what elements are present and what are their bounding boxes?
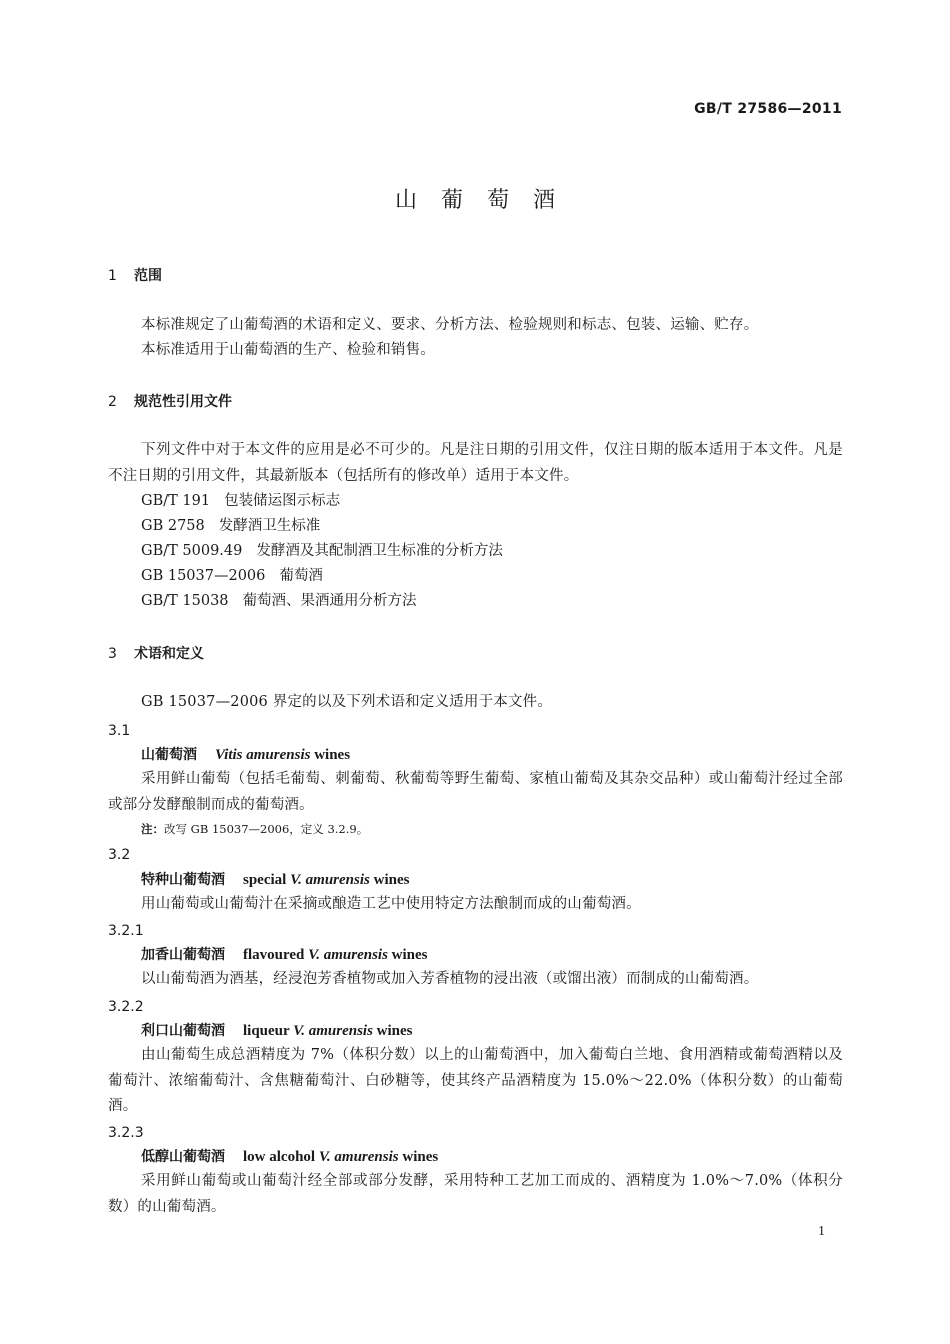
term-definition: 以山葡萄酒为酒基，经浸泡芳香植物或加入芳香植物的浸出液（或馏出液）而制成的山葡萄酒。 bbox=[141, 971, 759, 987]
clause-number: 3.2.2 bbox=[108, 999, 144, 1015]
term-definition: 用山葡萄或山葡萄汁在采摘或酿造工艺中使用特定方法酿制而成的山葡萄酒。 bbox=[141, 896, 641, 912]
page-number: 1 bbox=[818, 1224, 825, 1239]
term-definition: 由山葡萄生成总酒精度为 7%（体积分数）以上的山葡萄酒中，加入葡萄白兰地、食用酒精或葡萄酒精以及葡萄汁、浓缩葡萄汁、含焦糖葡萄汁、白砂糖等，使其终产品酒精度为 15.0%～22.0%（体积分数）的山葡萄酒。 bbox=[108, 1047, 843, 1114]
term-chinese: 山葡萄酒 bbox=[141, 747, 197, 763]
term-definition: 采用鲜山葡萄或山葡萄汁经全部或部分发酵，采用特种工艺加工而成的、酒精度为 1.0%～7.0%（体积分数）的山葡萄酒。 bbox=[108, 1173, 843, 1215]
term-heading bbox=[108, 870, 876, 890]
section-1-heading bbox=[108, 266, 843, 286]
reference-code: GB/T 5009.49 bbox=[141, 543, 243, 559]
reference-title: 葡萄酒、果酒通用分析方法 bbox=[242, 593, 417, 609]
reference-item bbox=[108, 589, 843, 614]
clause-number: 3.2.1 bbox=[108, 923, 144, 939]
clause-number: 3.1 bbox=[108, 723, 131, 739]
reference-list bbox=[108, 489, 843, 614]
section-3-heading bbox=[108, 644, 843, 664]
term-english: low alcohol V. amurensis wines bbox=[243, 1149, 439, 1165]
reference-item bbox=[108, 514, 843, 539]
reference-title: 包装储运图示标志 bbox=[224, 493, 341, 509]
reference-title: 发酵酒卫生标准 bbox=[218, 518, 321, 534]
reference-item bbox=[108, 564, 843, 589]
note-label: 注： bbox=[141, 822, 164, 836]
term-heading bbox=[108, 945, 876, 965]
clause-number: 3.2.3 bbox=[108, 1125, 144, 1141]
terms-intro: GB 15037—2006 界定的以及下列术语和定义适用于本文件。 bbox=[141, 694, 553, 710]
reference-code: GB 15037—2006 bbox=[141, 568, 266, 584]
section-title: 范围 bbox=[134, 268, 162, 284]
section-title: 术语和定义 bbox=[134, 646, 204, 662]
term-chinese: 特种山葡萄酒 bbox=[141, 872, 225, 888]
term-heading bbox=[108, 1147, 876, 1167]
reference-item bbox=[108, 539, 843, 564]
term-heading bbox=[108, 1021, 876, 1041]
term-heading bbox=[108, 745, 876, 765]
term-english: liqueur V. amurensis wines bbox=[243, 1023, 413, 1039]
term-chinese: 利口山葡萄酒 bbox=[141, 1023, 225, 1039]
scope-paragraph-2: 本标准适用于山葡萄酒的生产、检验和销售。 bbox=[141, 342, 435, 358]
section-2-heading bbox=[108, 392, 843, 412]
term-english: Vitis amurensis wines bbox=[215, 747, 351, 763]
term-english: special V. amurensis wines bbox=[243, 872, 410, 888]
term-chinese: 加香山葡萄酒 bbox=[141, 947, 225, 963]
section-title: 规范性引用文件 bbox=[134, 394, 232, 410]
reference-code: GB 2758 bbox=[141, 518, 205, 534]
section-number: 2 bbox=[108, 394, 117, 410]
section-number: 3 bbox=[108, 646, 117, 662]
standard-code: GB/T 27586—2011 bbox=[694, 101, 842, 117]
reference-item bbox=[108, 489, 843, 514]
reference-title: 葡萄酒 bbox=[279, 568, 323, 584]
scope-paragraph-1: 本标准规定了山葡萄酒的术语和定义、要求、分析方法、检验规则和标志、包装、运输、贮存。 bbox=[141, 317, 759, 333]
note-text: 改写 GB 15037—2006，定义 3.2.9。 bbox=[164, 822, 369, 836]
term-note bbox=[108, 820, 876, 838]
reference-title: 发酵酒及其配制酒卫生标准的分析方法 bbox=[256, 543, 503, 559]
document-title: 山葡萄酒 bbox=[394, 188, 579, 213]
term-chinese: 低醇山葡萄酒 bbox=[141, 1149, 225, 1165]
clause-number: 3.2 bbox=[108, 847, 131, 863]
reference-code: GB/T 15038 bbox=[141, 593, 229, 609]
reference-code: GB/T 191 bbox=[141, 493, 211, 509]
term-definition: 采用鲜山葡萄（包括毛葡萄、刺葡萄、秋葡萄等野生葡萄、家植山葡萄及其杂交品种）或山葡萄汁经过全部或部分发酵酿制而成的葡萄酒。 bbox=[108, 771, 843, 813]
references-intro: 下列文件中对于本文件的应用是必不可少的。凡是注日期的引用文件，仅注日期的版本适用于本文件。凡是不注日期的引用文件，其最新版本（包括所有的修改单）适用于本文件。 bbox=[108, 442, 843, 484]
term-english: flavoured V. amurensis wines bbox=[243, 947, 428, 963]
section-number: 1 bbox=[108, 268, 117, 284]
